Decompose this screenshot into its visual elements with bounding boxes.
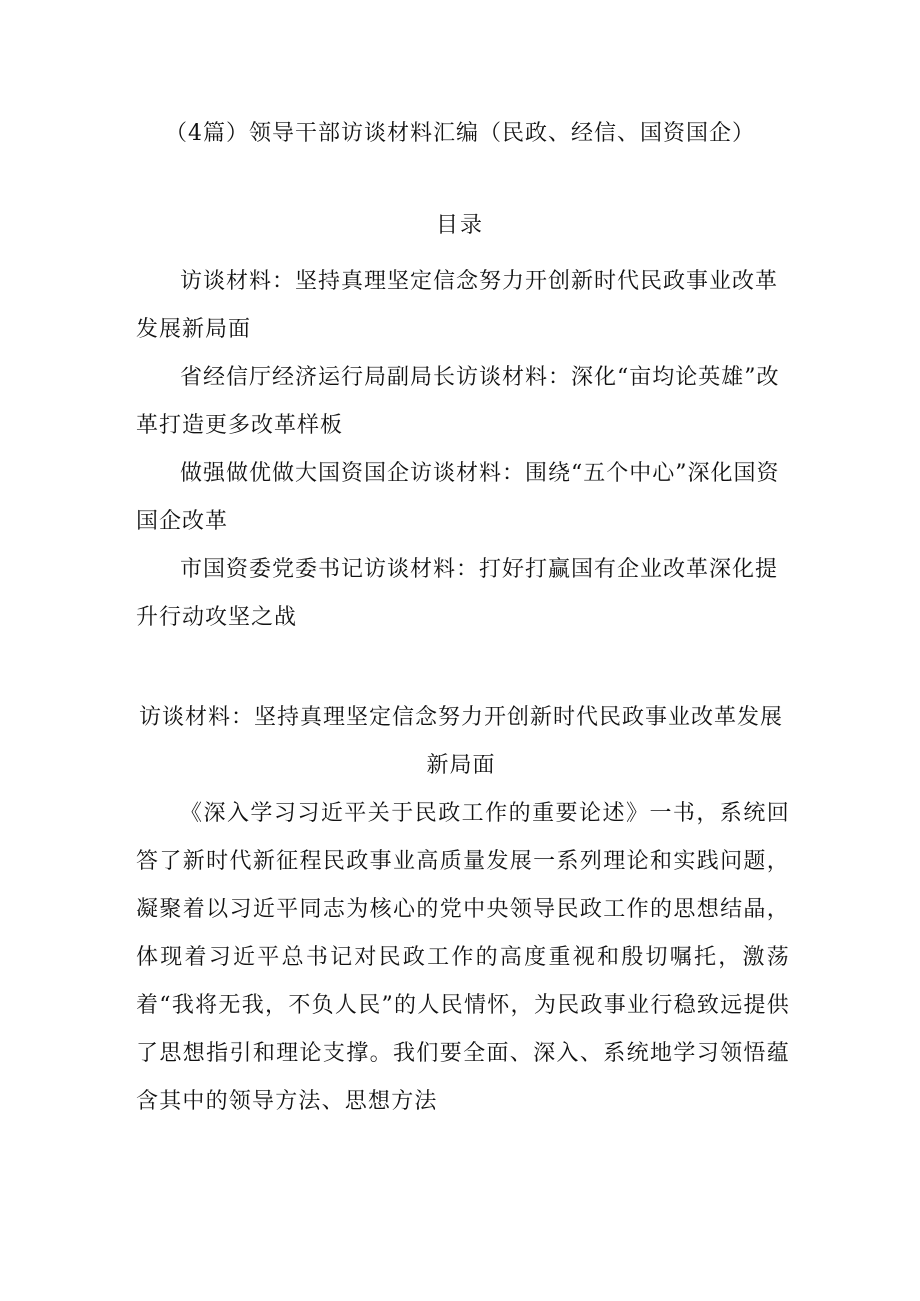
document-title: （4篇）领导干部访谈材料汇编（民政、经信、国资国企） <box>165 121 755 146</box>
toc-heading: 目录 <box>435 213 484 238</box>
table-of-contents <box>136 258 786 642</box>
toc-item[interactable]: 省经信厅经济运行局副局长访谈材料：深化“亩均论英雄”改革打造更多改革样板 <box>136 365 780 438</box>
section-title: 访谈材料：坚持真理坚定信念努力开创新时代民政事业改革发展新局面 <box>138 705 783 778</box>
body-paragraph: 《深入学习习近平关于民政工作的重要论述》一书，系统回答了新时代新征程民政事业高质量发展一系列理论和实践问题，凝聚着以习近平同志为核心的党中央领导民政工作的思想结晶，体现着习近平总书记对民政工作的高度重视和殷切嘱托，激荡着“我将无我，不负人民”的人民情怀，为民政事业行稳致远提供了思想指引和理论支撑。我们要全面、深入、系统地学习领悟蕴含其中的领导方法、思想方法 <box>136 801 790 1114</box>
toc-item[interactable]: 做强做优做大国资国企访谈材料：围绕“五个中心”深化国资国企改革 <box>136 461 780 534</box>
toc-item[interactable]: 市国资委党委书记访谈材料：打好打赢国有企业改革深化提升行动攻坚之战 <box>136 557 779 630</box>
toc-item[interactable]: 访谈材料：坚持真理坚定信念努力开创新时代民政事业改革发展新局面 <box>136 269 779 342</box>
